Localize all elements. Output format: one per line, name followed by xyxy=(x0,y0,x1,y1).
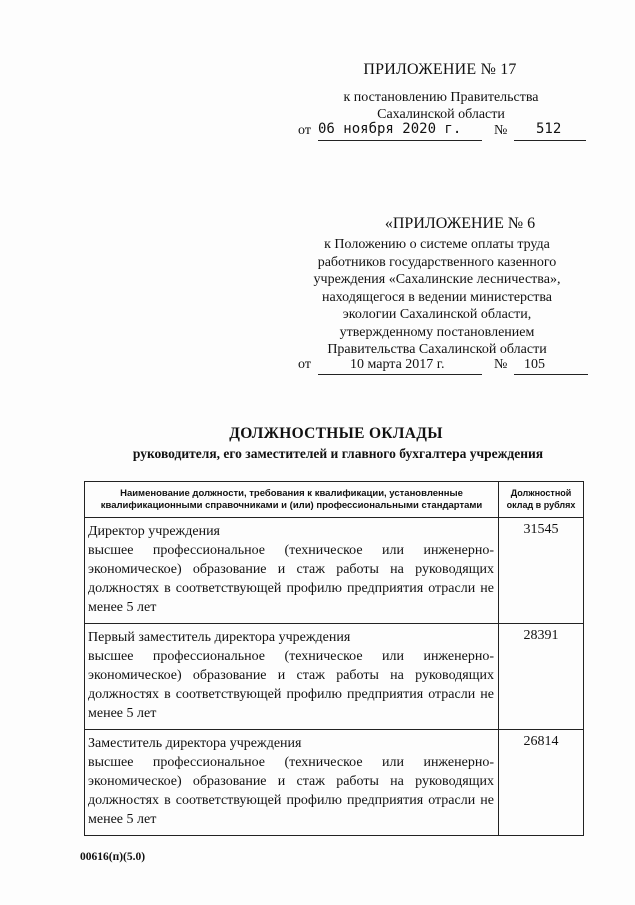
appendix6-reference xyxy=(298,357,598,377)
table-row xyxy=(85,518,584,624)
appendix6-title: «ПРИЛОЖЕНИЕ № 6 xyxy=(384,215,536,232)
document-title: ДОЛЖНОСТНЫЕ ОКЛАДЫ xyxy=(229,425,443,442)
date-underline xyxy=(318,357,482,375)
appendix6-line: к Положению о системе оплаты труда xyxy=(324,237,550,252)
position-title: Заместитель директора учреждения xyxy=(88,736,302,751)
number-underline xyxy=(514,123,586,141)
appendix17-number: 512 xyxy=(536,121,562,137)
salary-cell: 31545 xyxy=(499,518,584,624)
date-underline xyxy=(318,123,482,141)
salary-cell: 28391 xyxy=(499,624,584,730)
number-label: № xyxy=(494,123,508,138)
table-header-row xyxy=(85,482,584,518)
appendix17-line2: Сахалинской области xyxy=(377,107,505,122)
appendix17-date: 06 ноября 2020 г. xyxy=(318,121,462,137)
number-label: № xyxy=(494,357,508,372)
appendix6-line: работников государственного казенного xyxy=(317,254,557,270)
appendix6-line: утвержденному постановлением xyxy=(339,324,535,340)
appendix17-reference xyxy=(298,123,598,143)
appendix6-number: 105 xyxy=(524,357,545,372)
appendix6-date: 10 марта 2017 г. xyxy=(350,357,445,372)
salary-table xyxy=(84,481,584,836)
appendix6-line: экологии Сахалинской области, xyxy=(342,307,532,322)
appendix17-title: ПРИЛОЖЕНИЕ № 17 xyxy=(363,61,517,78)
number-underline xyxy=(514,357,588,375)
salary-cell: 26814 xyxy=(499,730,584,836)
position-title: Первый заместитель директора учреждения xyxy=(88,630,351,645)
footer-code: 00616(п)(5.0) xyxy=(80,851,146,863)
position-requirement: высшее профессиональное (техническое или инженерно-экономическое) образование и стаж работы на руководящих должностях в соответствующей профилю предприятия отрасли не менее 5 лет xyxy=(88,649,494,721)
position-cell xyxy=(85,518,499,624)
position-requirement: высшее профессиональное (техническое или инженерно-экономическое) образование и стаж работы на руководящих должностях в соответствующей профилю предприятия отрасли не менее 5 лет xyxy=(88,543,494,615)
ot-label: от xyxy=(298,123,311,138)
position-requirement: высшее профессиональное (техническое или инженерно-экономическое) образование и стаж работы на руководящих должностях в соответствующей профилю предприятия отрасли не менее 5 лет xyxy=(88,755,494,827)
header-salary: Должностной оклад в рублях xyxy=(499,482,584,518)
appendix6-body xyxy=(288,236,586,359)
appendix6-line: находящегося в ведении министерства xyxy=(321,289,553,305)
position-cell xyxy=(85,730,499,836)
position-title: Директор учреждения xyxy=(88,524,220,539)
table-row xyxy=(85,624,584,730)
document-subtitle: руководителя, его заместителей и главного бухгалтера учреждения xyxy=(132,446,544,461)
ot-label: от xyxy=(298,357,311,372)
table-row xyxy=(85,730,584,836)
header-position: Наименование должности, требования к квалификации, установленные квалификационными справочниками и (или) профессиональными стандартами xyxy=(85,482,499,518)
appendix17-line1: к постановлению Правительства xyxy=(343,90,539,105)
appendix6-line: учреждения «Сахалинские лесничества», xyxy=(313,272,561,287)
appendix6-line: Правительства Сахалинской области xyxy=(327,342,547,357)
position-cell xyxy=(85,624,499,730)
